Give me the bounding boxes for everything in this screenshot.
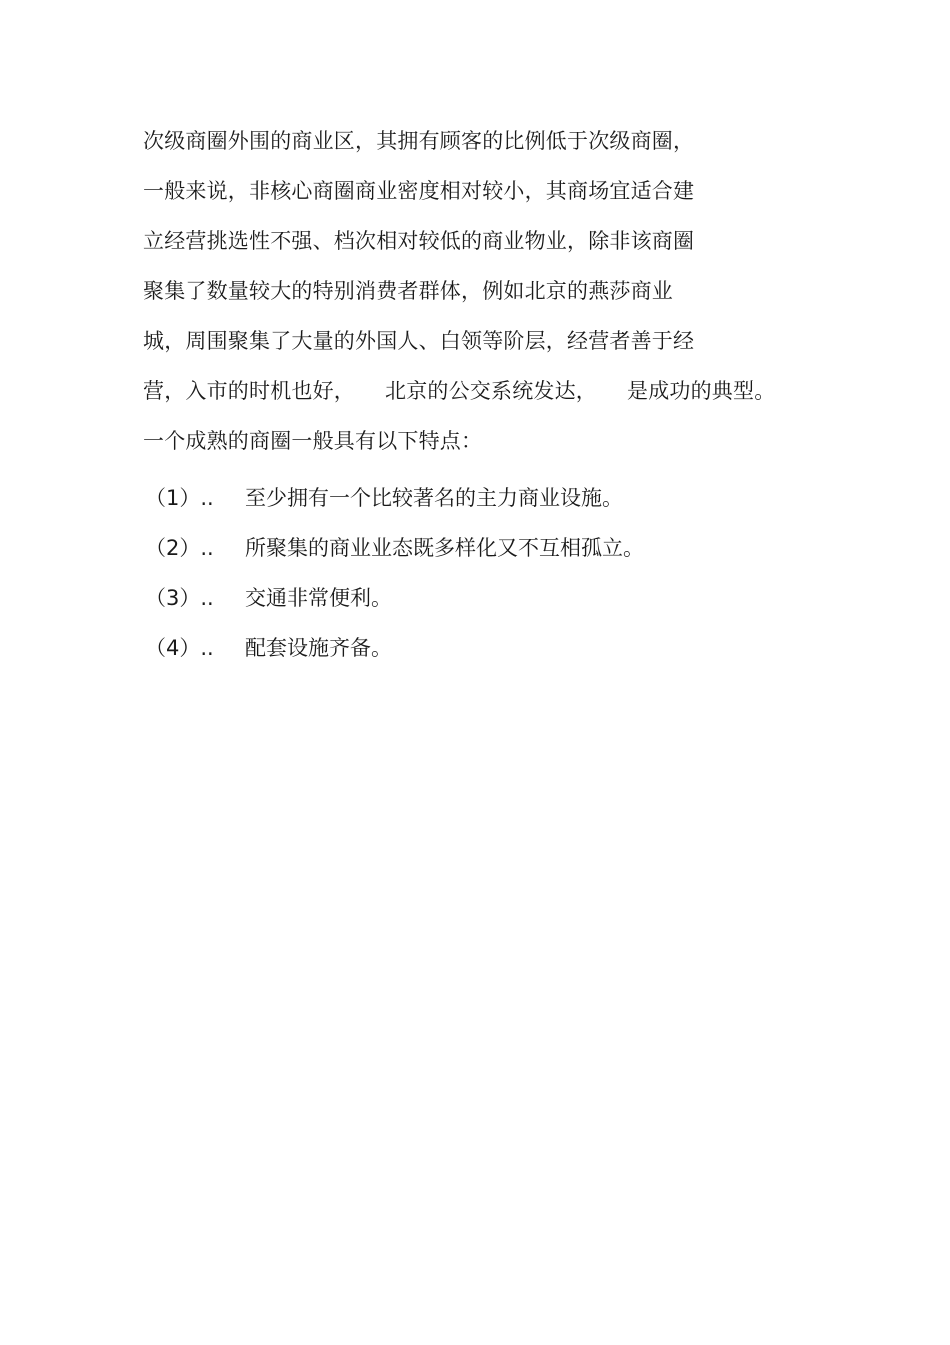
list-marker: （2）.. xyxy=(145,536,214,560)
paragraph-line-6 xyxy=(143,373,843,423)
list-intro: 一个成熟的商圈一般具有以下特点： xyxy=(143,429,483,453)
list-item-2 xyxy=(143,523,843,573)
list-item-4 xyxy=(143,623,843,673)
list-item-text: 至少拥有一个比较著名的主力商业设施。 xyxy=(245,486,623,510)
list-item-text: 所聚集的商业业态既多样化又不互相孤立。 xyxy=(245,536,644,560)
list-item-text: 配套设施齐备。 xyxy=(245,636,392,660)
paragraph-line-5: 城，周围聚集了大量的外国人、白领等阶层，经营者善于经 xyxy=(143,329,695,353)
paragraph-line-6-part-1: 营，入市的时机也好， xyxy=(143,379,355,403)
list-item-text: 交通非常便利。 xyxy=(245,586,392,610)
list-item-3 xyxy=(143,573,843,623)
list-marker: （4）.. xyxy=(145,636,214,660)
paragraph-line-2: 一般来说，非核心商圈商业密度相对较小，其商场宜适合建 xyxy=(143,179,695,203)
paragraph-line-6-part-3: 是成功的典型。 xyxy=(627,379,776,403)
paragraph-line-4: 聚集了数量较大的特别消费者群体，例如北京的燕莎商业 xyxy=(143,279,673,303)
list-item-1 xyxy=(143,473,843,523)
list-marker: （1）.. xyxy=(145,486,214,510)
list-marker: （3）.. xyxy=(145,586,214,610)
paragraph-line-1: 次级商圈外围的商业区，其拥有顾客的比例低于次级商圈， xyxy=(143,129,695,153)
paragraph-line-3: 立经营挑选性不强、档次相对较低的商业物业，除非该商圈 xyxy=(143,229,695,253)
document-body xyxy=(143,123,843,673)
paragraph-line-6-part-2: 北京的公交系统发达， xyxy=(385,379,597,403)
